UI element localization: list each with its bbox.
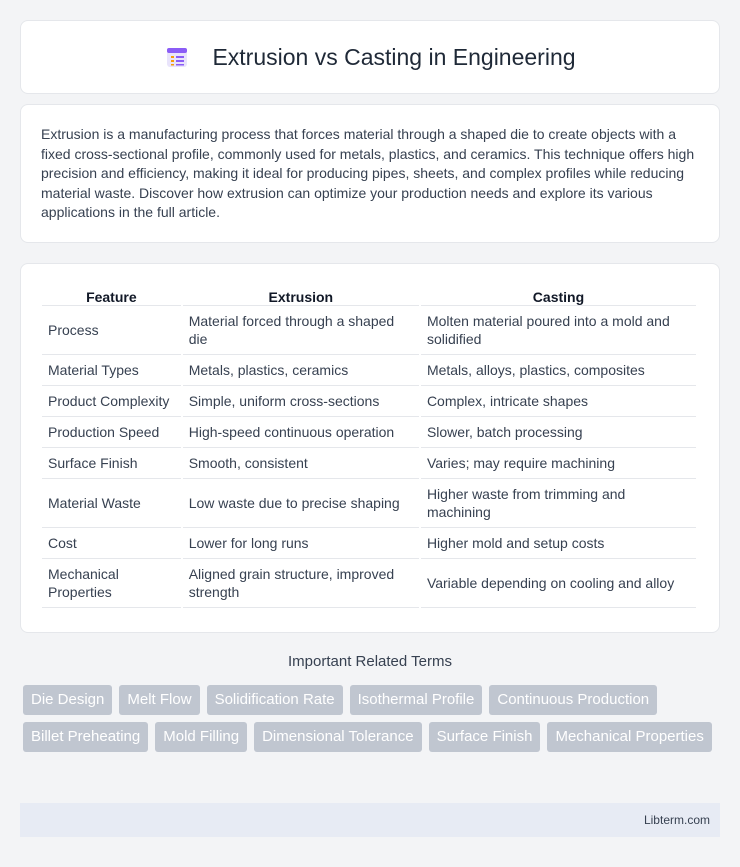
related-terms-title: Important Related Terms [288,653,452,670]
term-tag[interactable]: Continuous Production [489,685,657,715]
table-cell: Slower, batch processing [421,417,696,448]
table-cell: Product Complexity [42,386,181,417]
table-cell: Metals, plastics, ceramics [183,355,419,386]
table-row [42,386,696,417]
footer [20,803,720,837]
related-terms-list [23,685,723,752]
table-cell: Mechanical Properties [42,559,181,608]
table-row [42,448,696,479]
table-cell: Higher waste from trimming and machining [421,479,696,528]
intro-text: Extrusion is a manufacturing process that forces material through a shaped die to create objects with a fixed cross-sectional profile, commonly used for metals, plastics, and ceramics. This technique offers high precision and efficiency, making it ideal for producing pipes, sheets, and complex profiles while reducing material waste. Discover how extrusion can optimize your production needs and explore its various applications in the full article. [41,126,695,220]
column-header: Extrusion [183,286,419,306]
table-cell: Metals, alloys, plastics, composites [421,355,696,386]
term-tag[interactable]: Mold Filling [155,722,247,752]
table-row [42,417,696,448]
intro-card [20,104,720,243]
table-cell: Material Waste [42,479,181,528]
page-title: Extrusion vs Casting in Engineering [212,43,576,70]
table-cell: Process [42,306,181,355]
header-card [20,20,720,94]
table-cell: Surface Finish [42,448,181,479]
table-cell: Aligned grain structure, improved strength [183,559,419,608]
column-header: Casting [421,286,696,306]
table-cell: Production Speed [42,417,181,448]
term-tag[interactable]: Die Design [23,685,112,715]
term-tag[interactable]: Solidification Rate [207,685,343,715]
column-header: Feature [42,286,181,306]
table-cell: Higher mold and setup costs [421,528,696,559]
footer-link[interactable]: Libterm.com [643,813,710,827]
term-tag[interactable]: Isothermal Profile [350,685,483,715]
table-row [42,528,696,559]
table-row [42,559,696,608]
comparison-table [40,286,698,608]
table-cell: Cost [42,528,181,559]
comparison-table-card [20,263,720,633]
term-tag[interactable]: Dimensional Tolerance [254,722,421,752]
table-cell: Varies; may require machining [421,448,696,479]
table-cell: High-speed continuous operation [183,417,419,448]
table-row [42,306,696,355]
table-cell: Simple, uniform cross-sections [183,386,419,417]
table-row [42,479,696,528]
table-cell: Smooth, consistent [183,448,419,479]
term-tag[interactable]: Mechanical Properties [547,722,711,752]
term-tag[interactable]: Melt Flow [119,685,199,715]
table-cell: Material forced through a shaped die [183,306,419,355]
term-tag[interactable]: Billet Preheating [23,722,148,752]
table-cell: Material Types [42,355,181,386]
table-cell: Lower for long runs [183,528,419,559]
table-cell: Low waste due to precise shaping [183,479,419,528]
table-cell: Variable depending on cooling and alloy [421,559,696,608]
document-list-icon [164,44,190,70]
table-row [42,355,696,386]
table-cell: Complex, intricate shapes [421,386,696,417]
table-header-row [42,286,696,306]
table-cell: Molten material poured into a mold and solidified [421,306,696,355]
term-tag[interactable]: Surface Finish [429,722,541,752]
